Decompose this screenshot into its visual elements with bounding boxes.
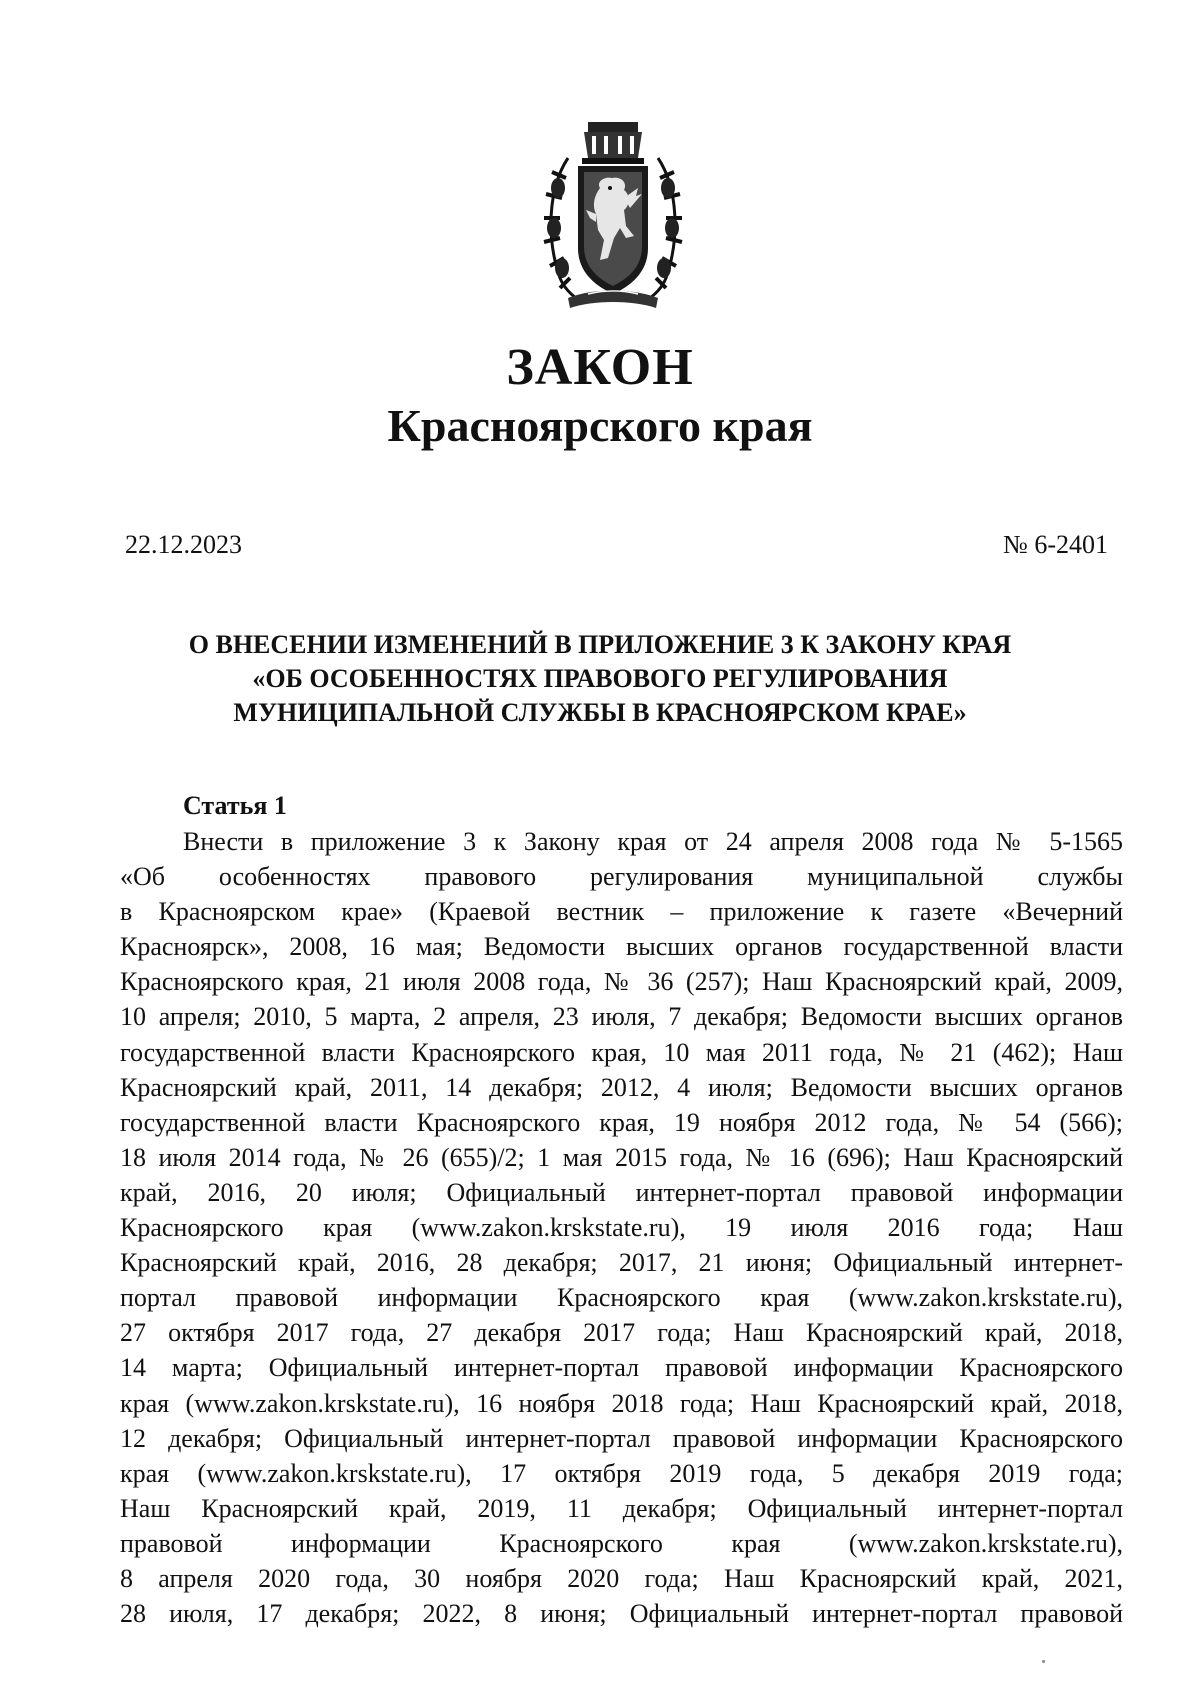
body-line: Внести в приложение 3 к Закону края от 24 апреля 2008 года № 5-1565 bbox=[183, 827, 1123, 856]
body-line: 28 июля, 17 декабря; 2022, 8 июня; Официальный интернет-портал правовой bbox=[120, 1599, 1123, 1629]
law-heading bbox=[100, 628, 1100, 730]
body-line: Красноярск», 2008, 16 мая; Ведомости высших органов государственной власти bbox=[120, 932, 1123, 962]
article-body bbox=[120, 824, 1123, 1631]
body-line: Красноярский край, 2011, 14 декабря; 2012, 4 июля; Ведомости высших органов bbox=[120, 1072, 1123, 1102]
body-line: Красноярский край, 2016, 28 декабря; 2017, 21 июня; Официальный интернет- bbox=[120, 1248, 1123, 1278]
body-line: государственной власти Красноярского края, 19 ноября 2012 года, № 54 (566); bbox=[120, 1107, 1123, 1137]
coat-of-arms-emblem bbox=[538, 118, 688, 316]
law-heading-line: «ОБ ОСОБЕННОСТЯХ ПРАВОВОГО РЕГУЛИРОВАНИЯ bbox=[252, 664, 948, 693]
body-line: «Об особенностях правового регулирования муниципальной службы bbox=[120, 862, 1123, 892]
document-title: ЗАКОН bbox=[506, 339, 694, 396]
body-line: 14 марта; Официальный интернет-портал правовой информации Красноярского bbox=[120, 1353, 1123, 1383]
body-line: 18 июля 2014 года, № 26 (655)/2; 1 мая 2015 года, № 16 (696); Наш Красноярский bbox=[120, 1142, 1123, 1172]
body-line: 10 апреля; 2010, 5 марта, 2 апреля, 23 июля, 7 декабря; Ведомости высших органов bbox=[120, 1002, 1123, 1032]
body-line: правовой информации Красноярского края (www.zakon.krskstate.ru), bbox=[120, 1528, 1123, 1558]
body-line: Красноярского края (www.zakon.krskstate.ru), 19 июля 2016 года; Наш bbox=[120, 1213, 1123, 1243]
body-line: края (www.zakon.krskstate.ru), 16 ноября 2018 года; Наш Красноярский край, 2018, bbox=[120, 1388, 1123, 1418]
document-date: 22.12.2023 bbox=[125, 530, 242, 559]
article-title: Статья 1 bbox=[183, 791, 287, 820]
body-line: Красноярского края, 21 июля 2008 года, № 36 (257); Наш Красноярский край, 2009, bbox=[120, 967, 1123, 997]
body-line: 12 декабря; Официальный интернет-портал правовой информации Красноярского bbox=[120, 1423, 1123, 1453]
body-line: край, 2016, 20 июля; Официальный интернет-портал правовой информации bbox=[120, 1177, 1123, 1207]
body-line: 8 апреля 2020 года, 30 ноября 2020 года; Наш Красноярский край, 2021, bbox=[120, 1563, 1123, 1593]
body-line: Наш Красноярский край, 2019, 11 декабря; Официальный интернет-портал bbox=[120, 1493, 1123, 1523]
law-heading-line: МУНИЦИПАЛЬНОЙ СЛУЖБЫ В КРАСНОЯРСКОМ КРАЕ» bbox=[233, 698, 967, 727]
document-number: № 6-2401 bbox=[1003, 530, 1108, 559]
body-line: государственной власти Красноярского края, 10 мая 2011 года, № 21 (462); Наш bbox=[120, 1037, 1123, 1067]
scan-speck bbox=[1042, 1660, 1045, 1663]
body-line: в Красноярском крае» (Краевой вестник – приложение к газете «Вечерний bbox=[120, 897, 1123, 927]
body-line: 27 октября 2017 года, 27 декабря 2017 года; Наш Красноярский край, 2018, bbox=[120, 1318, 1123, 1348]
law-heading-line: О ВНЕСЕНИИ ИЗМЕНЕНИЙ В ПРИЛОЖЕНИЕ 3 К ЗАКОНУ КРАЯ bbox=[188, 630, 1012, 659]
document-subtitle: Красноярского края bbox=[387, 400, 813, 451]
body-line: портал правовой информации Красноярского края (www.zakon.krskstate.ru), bbox=[120, 1283, 1123, 1313]
body-line: края (www.zakon.krskstate.ru), 17 октября 2019 года, 5 декабря 2019 года; bbox=[120, 1458, 1123, 1488]
